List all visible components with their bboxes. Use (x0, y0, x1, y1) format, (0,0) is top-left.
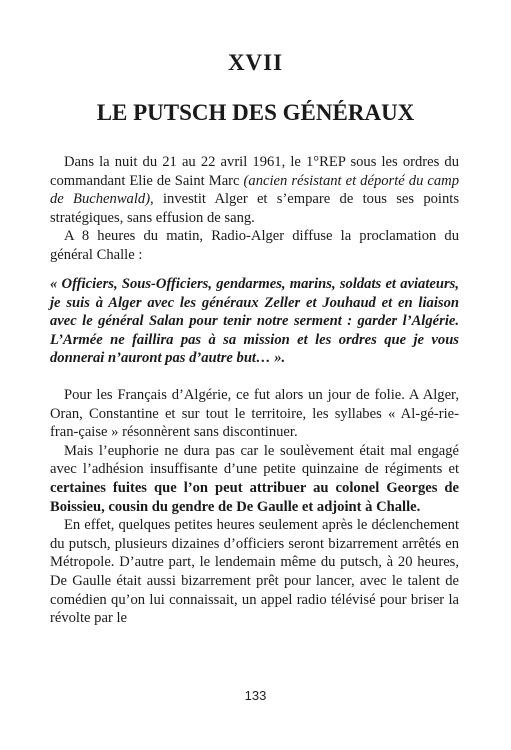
quote-section (50, 275, 459, 368)
paragraph-1-text-a: Dans la nuit du 21 au 22 avril 1961, le 1°REP sous les ordres du commandant Elie de Saint Marc (50, 154, 459, 189)
proclamation-quote: « Officiers, Sous-Officiers, gendarmes, marins, soldats et aviateurs, je suis à Alger avec les généraux Zeller et Jouhaud et en liaison avec le général Salan pour tenir notre serment : garder l’Algérie. L’Armée ne faillira pas à sa mission et les ordres que je vous donnerai n’auront pas d’autre but… ». (50, 276, 459, 367)
paragraph-3: Pour les Français d’Algérie, ce fut alors un jour de folie. A Alger, Oran, Constantine et sur tout le territoire, les syllabes « Al-gé-rie-fran-çaise » résonnèrent sans discontinuer. (50, 387, 459, 441)
paragraph-1-text-b: investit Alger et s’empare de tous ses points stratégiques, sans effusion de sang. (50, 191, 459, 226)
paragraph-1-italic: (ancien résistant et déporté du camp de Buchenwald), (50, 172, 459, 208)
opening-section (50, 153, 459, 265)
paragraph-5: En effet, quelques petites heures seulement après le déclenchement du putsch, plusieurs dizaines d’officiers seront bizarrement arrêtés en Métropole. D’autre part, le lendemain même du putsch, à 20 heures, De Gaulle était aussi bizarrement prêt pour lancer, avec le talent de comédien qu’on lui connaissait, un appel radio télévisé pour briser la révolte par le (50, 517, 459, 627)
paragraph-4 (50, 442, 459, 516)
paragraph-4-text: Mais l’euphorie ne dura pas car le soulèvement était mal engagé avec l’adhésion insuffisante d’une petite quinzaine de régiments et (50, 442, 459, 478)
paragraph-2: A 8 heures du matin, Radio-Alger diffuse la proclamation du général Challe : (50, 228, 459, 263)
paragraph-1 (50, 153, 459, 227)
paragraph-4-bold: certaines fuites que l’on peut attribuer au colonel Georges de Boissieu, cousin du gendre de De Gaulle et adjoint à Challe. (50, 479, 459, 515)
page-number: 133 (244, 688, 267, 703)
closing-section (50, 386, 459, 628)
chapter-title: LE PUTSCH DES GÉNÉRAUX (96, 100, 415, 125)
chapter-number: XVII (227, 50, 284, 75)
